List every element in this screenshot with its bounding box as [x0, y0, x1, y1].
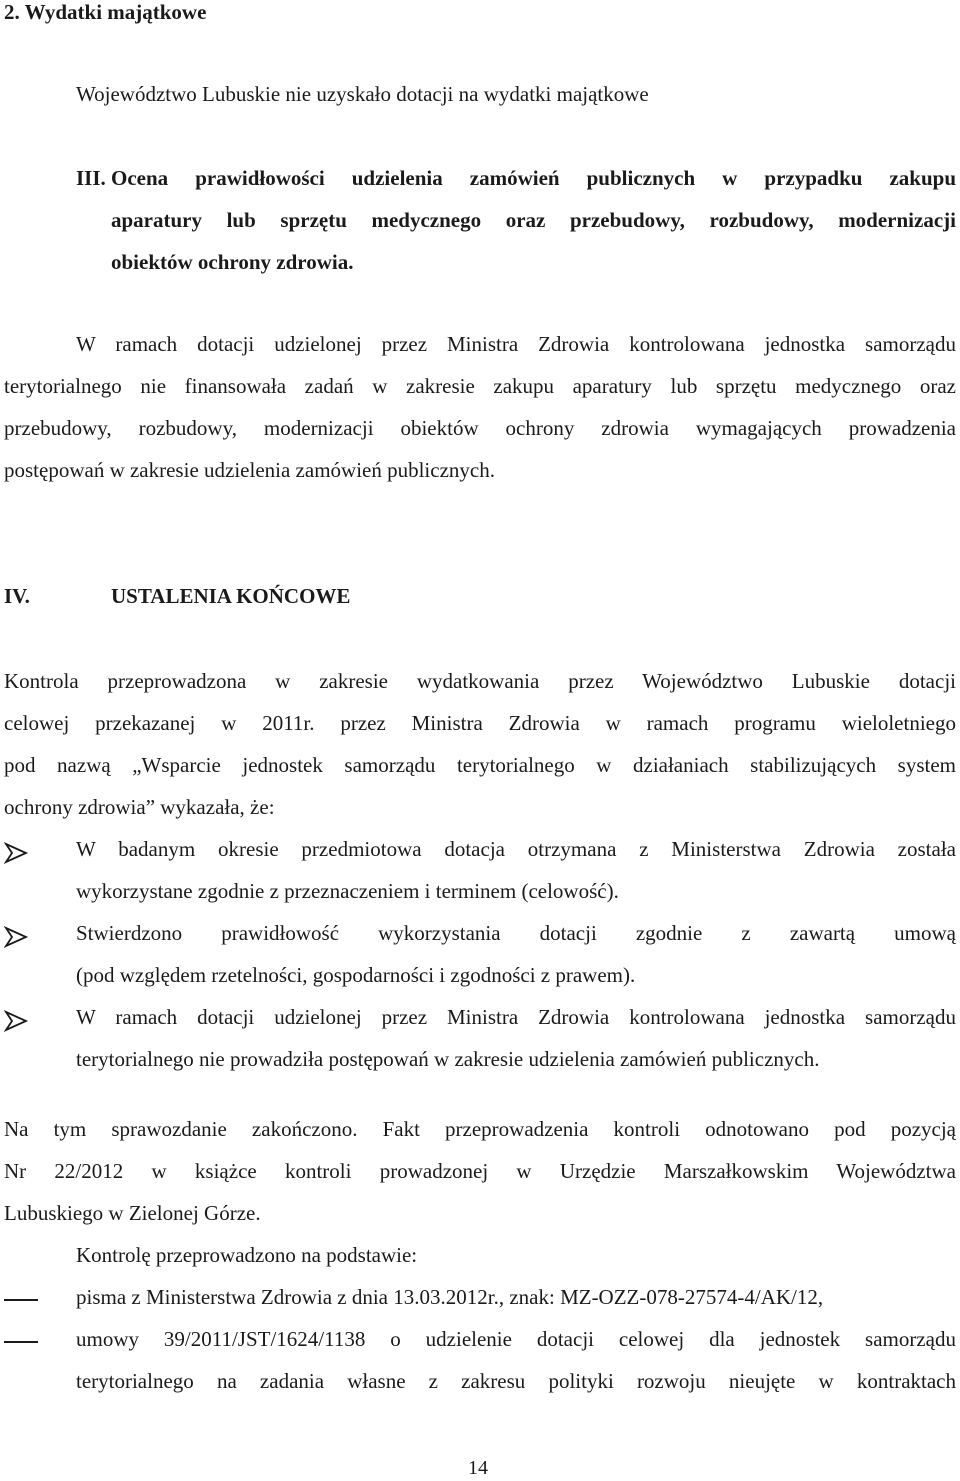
bullet-2-line: (pod względem rzetelności, gospodarności i zgodności z prawem). — [76, 963, 636, 987]
bullet-3-line: W ramach dotacji udzielonej przez Ministra Zdrowia kontrolowana jednostka samorządu — [76, 1005, 956, 1029]
section-3-paragraph-line: postępowań w zakresie udzielenia zamówień publicznych. — [4, 458, 495, 482]
bullet-1-line: W badanym okresie przedmiotowa dotacja otrzymana z Ministerstwa Zdrowia została — [76, 837, 956, 861]
section-4-intro-line: celowej przekazanej w 2011r. przez Ministra Zdrowia w ramach programu wieloletniego — [4, 711, 956, 735]
bullet-2-line: Stwierdzono prawidłowość wykorzystania dotacji zgodnie z zawartą umową — [76, 921, 956, 945]
section-4-number: IV. — [4, 584, 30, 608]
arrow-bullet-icon — [4, 1010, 32, 1032]
section-3-title-line: obiektów ochrony zdrowia. — [111, 250, 354, 274]
dash-bullet-icon — [4, 1341, 38, 1343]
basis-label: Kontrolę przeprowadzono na podstawie: — [76, 1243, 418, 1267]
section-4-intro-line: pod nazwą „Wsparcie jednostek samorządu terytorialnego w działaniach stabilizujących system — [4, 753, 956, 777]
section-3-title-line: Ocena prawidłowości udzielenia zamówień publicznych w przypadku zakupu — [111, 166, 956, 190]
section-3-paragraph-line: W ramach dotacji udzielonej przez Ministra Zdrowia kontrolowana jednostka samorządu — [76, 332, 956, 356]
section-4-intro-line: Kontrola przeprowadzona w zakresie wydatkowania przez Województwo Lubuskie dotacji — [4, 669, 956, 693]
section-3-paragraph-line: przebudowy, rozbudowy, modernizacji obiektów ochrony zdrowia wymagających prowadzenia — [4, 416, 956, 440]
arrow-bullet-icon — [4, 842, 32, 864]
arrow-bullet-icon — [4, 926, 32, 948]
section-2-text: Województwo Lubuskie nie uzyskało dotacji na wydatki majątkowe — [76, 82, 649, 106]
dash-bullet-icon — [4, 1299, 38, 1301]
basis-item-1-line: pisma z Ministerstwa Zdrowia z dnia 13.03.2012r., znak: MZ-OZZ-078-27574-4/AK/12, — [76, 1285, 824, 1309]
section-3-title-line: aparatury lub sprzętu medycznego oraz przebudowy, rozbudowy, modernizacji — [111, 208, 956, 232]
basis-item-2-line: umowy 39/2011/JST/1624/1138 o udzielenie dotacji celowej dla jednostek samorządu — [76, 1327, 956, 1351]
bullet-3-line: terytorialnego nie prowadziła postępowań w zakresie udzielenia zamówień publicznych. — [76, 1047, 820, 1071]
closing-line: Lubuskiego w Zielonej Górze. — [4, 1201, 261, 1225]
basis-item-2-line: terytorialnego na zadania własne z zakresu polityki rozwoju nieujęte w kontraktach — [76, 1369, 956, 1393]
closing-line: Na tym sprawozdanie zakończono. Fakt przeprowadzenia kontroli odnotowano pod pozycją — [4, 1117, 956, 1141]
section-3-number: III. — [76, 166, 106, 190]
bullet-1-line: wykorzystane zgodnie z przeznaczeniem i terminem (celowość). — [76, 879, 619, 903]
section-4-intro-line: ochrony zdrowia” wykazała, że: — [4, 795, 275, 819]
closing-line: Nr 22/2012 w książce kontroli prowadzonej w Urzędzie Marszałkowskim Województwa — [4, 1159, 956, 1183]
page-number: 14 — [468, 1457, 488, 1479]
section-2-heading: 2. Wydatki majątkowe — [4, 0, 207, 24]
section-4-title: USTALENIA KOŃCOWE — [111, 584, 351, 608]
section-3-paragraph-line: terytorialnego nie finansowała zadań w zakresie zakupu aparatury lub sprzętu medycznego oraz — [4, 374, 956, 398]
